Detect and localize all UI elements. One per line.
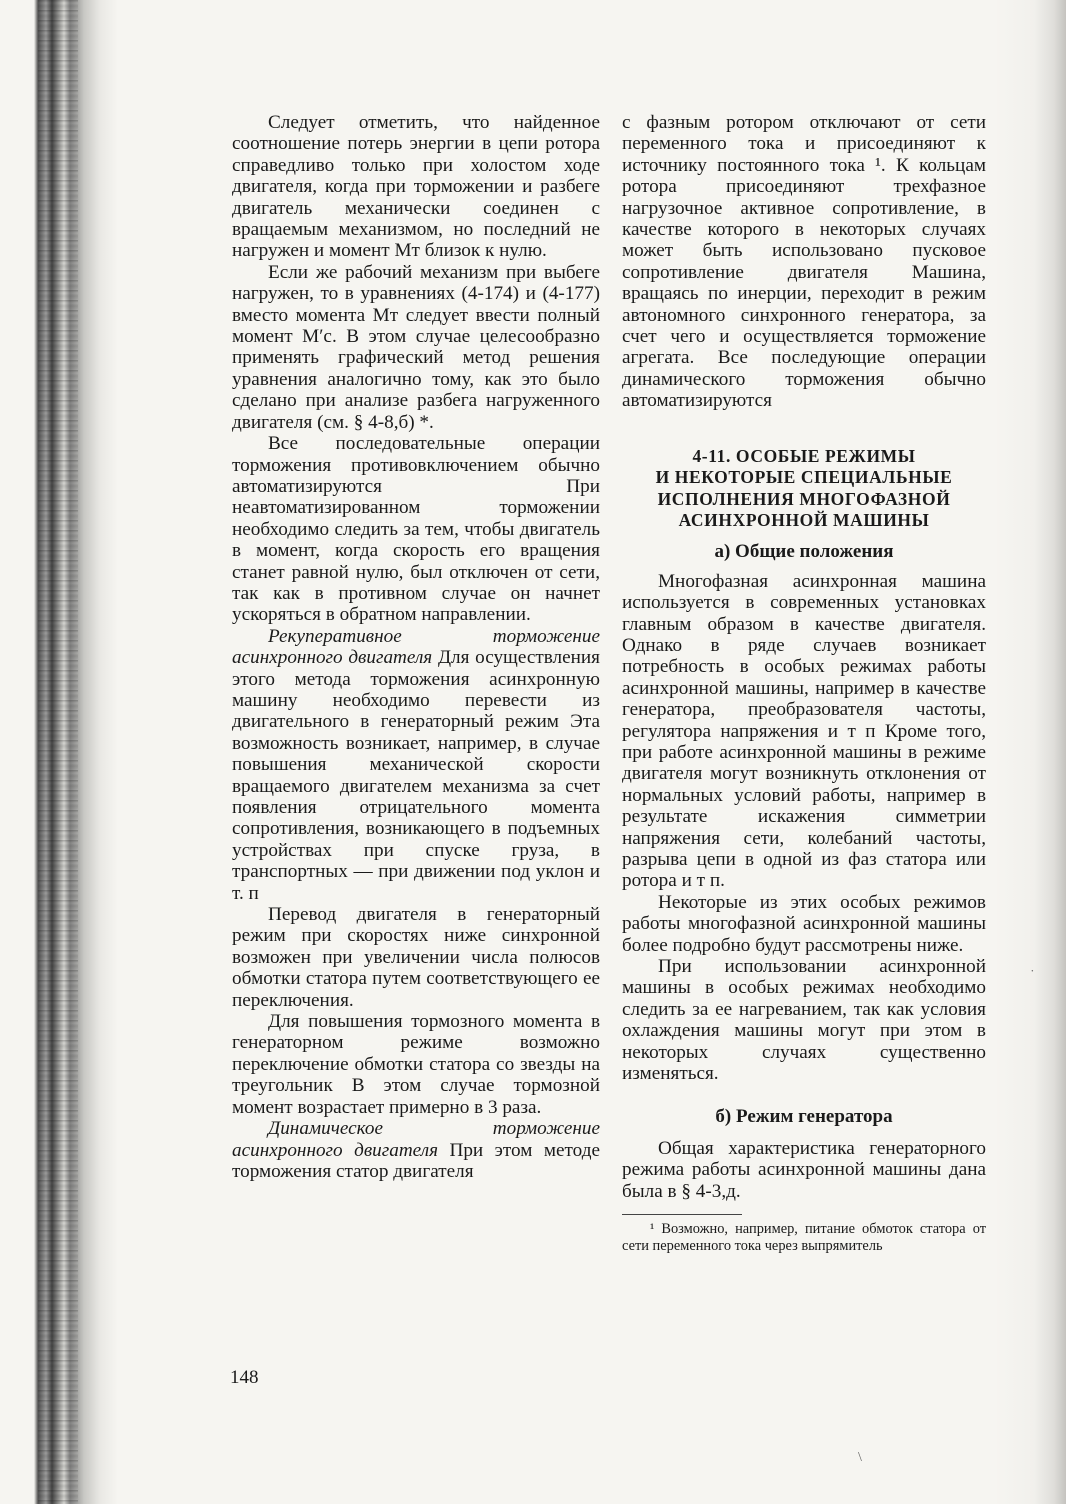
paragraph-text: Для осуществления этого метода торможения асинхронную машину необходимо перевести из двигательного в генераторный режим Эта возможность возникает, например, в случае повышения механической скорости вращаемого двигателем механизма за счет появления отрицательного момента сопротивления, возникающего в подъемных устройствах при спуске груза, в транспортных — при движении под уклон и т. п: [232, 647, 600, 904]
section-heading-line: ИСПОЛНЕНИЯ МНОГОФАЗНОЙ: [657, 488, 951, 509]
footnote: ¹ Возможно, например, питание обмоток статора от сети переменного тока через выпрямитель: [622, 1221, 986, 1255]
paragraph-regenerative-braking: [232, 626, 600, 904]
scan-speck: ˙: [1030, 968, 1035, 983]
section-heading: [622, 446, 986, 532]
paragraph: При использовании асинхронной машины в особых режимах необходимо следить за ее нагреванием, так как условия охлаждения машины могут при этом в некоторых случаях существенно изменяться.: [622, 956, 986, 1085]
subheading-general: а) Общие положения: [714, 541, 894, 563]
paragraph: Если же рабочий механизм при выбеге нагружен, то в уравнениях (4-174) и (4-177) вместо момента Mт следует ввести полный момент M′c. В этом случае целесообразно применять графический метод решения уравнения аналогично тому, как это было сделано при анализе разбега нагруженного двигателя (см. § 4-8,б) *.: [232, 261, 600, 433]
italic-term: Рекуперативное торможение асинхронного двигателя: [232, 625, 600, 669]
paragraph: Следует отметить, что найденное соотношение потерь энергии в цепи ротора справедливо только при холостом ходе двигателя, когда при торможении и разбеге двигатель механически соединен с вращаемым механизмом, но последний не нагружен и момент Mт близок к нулю.: [232, 112, 600, 262]
left-column: [232, 112, 600, 1182]
italic-term: Динамическое торможение асинхронного двигателя: [232, 1118, 600, 1161]
paragraph-text: При этом методе торможения статор двигателя: [232, 1139, 600, 1182]
paragraph: Перевод двигателя в генераторный режим при скоростях ниже синхронной возможен при увеличении числа полюсов обмотки статора путем соответствующего ее переключения.: [232, 904, 600, 1011]
footnote-divider: [622, 1214, 742, 1215]
paragraph: Все последовательные операции торможения противовключением обычно автоматизируются При неавтоматизированном торможении необходимо следить за тем, чтобы двигатель в момент, когда скорость его вращения станет равной нулю, был отключен от сети, так как в противном случае он начнет ускоряться в обратном направлении.: [232, 433, 600, 626]
subheading-generator-mode: б) Режим генератора: [715, 1106, 893, 1128]
paragraph: Некоторые из этих особых режимов работы многофазной асинхронной машины более подробно будут рассмотрены ниже.: [622, 891, 986, 956]
paragraph: Для повышения тормозного момента в генераторном режиме возможно переключение обмотки статора со звезды на треугольник В этом случае тормозной момент возрастает примерно в 3 раза.: [232, 1011, 600, 1118]
scan-speck: \: [858, 1450, 862, 1465]
page-number: 148: [230, 1367, 259, 1388]
paragraph: Многофазная асинхронная машина используется в современных установках главным образом в качестве двигателя. Однако в ряде случаев возникает потребность в особых режимах работы асинхронной машины, например в качестве генератора, преобразователя частоты, регулятора напряжения и т п Кроме того, при работе асинхронной машины в режиме двигателя могут возникнуть отклонения от нормальных условий работы, например в результате искажения симметрии напряжения сети, колебаний частоты, разрыва цепи в одной из фаз статора или ротора и т п.: [622, 570, 986, 892]
section-heading-line: И НЕКОТОРЫЕ СПЕЦИАЛЬНЫЕ: [655, 467, 953, 488]
paragraph: Общая характеристика генераторного режима работы асинхронной машины дана была в § 4-3,д.: [622, 1137, 986, 1202]
paragraph-dynamic-braking: [232, 1118, 600, 1182]
section-heading-line: 4-11. ОСОБЫЕ РЕЖИМЫ: [692, 445, 916, 466]
section-heading-line: АСИНХРОННОЙ МАШИНЫ: [678, 509, 930, 530]
paragraph-continued: с фазным ротором отключают от сети переменного тока и присоединяют к источнику постоянного тока ¹. К кольцам ротора присоединяют трехфазное нагрузочное активное сопротивление, в качестве которого в некоторых случаях может быть использовано пусковое сопротивление двигателя Машина, вращаясь по инерции, переходит в режим автономного синхронного генератора, за счет чего и осуществляется торможение агрегата. Все последующие операции динамического торможения обычно автоматизируются: [622, 112, 986, 412]
right-column: [622, 112, 986, 1255]
